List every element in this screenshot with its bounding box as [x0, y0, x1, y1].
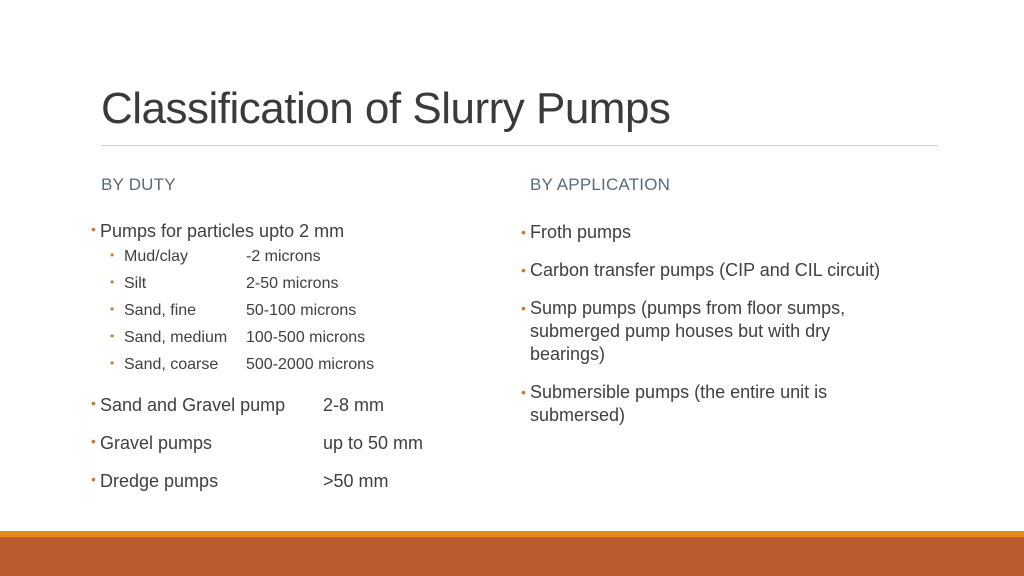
bullet-icon: •: [91, 395, 96, 411]
sub-item-size: 500-2000 microns: [246, 356, 375, 373]
duty-pump-item: [91, 395, 286, 416]
bullet-icon: •: [91, 433, 96, 449]
duty-sub-item: [110, 248, 189, 266]
title-divider: [101, 145, 938, 146]
duty-sub-item: [110, 275, 147, 293]
bullet-icon: •: [91, 471, 96, 487]
pump-name: Dredge pumps: [100, 471, 219, 491]
bullet-icon: •: [110, 329, 115, 343]
sub-item-name: Sand, fine: [124, 302, 197, 319]
column-heading-by-duty: BY DUTY: [101, 175, 176, 194]
sub-item-name: Sand, medium: [124, 329, 228, 346]
sub-item-name: Silt: [124, 275, 147, 292]
sub-item-size: -2 microns: [246, 248, 321, 265]
sub-item-size: 50-100 microns: [246, 302, 357, 319]
bullet-icon: •: [521, 300, 526, 316]
application-item: [521, 381, 900, 427]
application-item-text-line: bearings): [530, 344, 606, 364]
application-item-text-line: Submersible pumps (the entire unit is: [530, 382, 828, 402]
sub-item-size: 2-50 microns: [246, 275, 339, 292]
duty-pump-item: [91, 433, 213, 454]
footer-bar: [0, 537, 1024, 576]
application-item-text: Froth pumps: [530, 222, 632, 242]
application-item-text: Carbon transfer pumps (CIP and CIL circuit): [530, 260, 881, 280]
pump-name: Gravel pumps: [100, 433, 213, 453]
application-item-text-line: submerged pump houses but with dry: [530, 321, 831, 341]
bullet-icon: •: [521, 224, 526, 240]
application-item: [521, 259, 900, 282]
pump-name: Sand and Gravel pump: [100, 395, 286, 415]
application-item: [521, 221, 900, 244]
bullet-icon: •: [110, 248, 115, 262]
sub-item-size: 100-500 microns: [246, 329, 366, 346]
duty-main-item-text: Pumps for particles upto 2 mm: [100, 221, 345, 241]
duty-sub-item: [110, 329, 228, 347]
bullet-icon: •: [110, 356, 115, 370]
bullet-icon: •: [521, 384, 526, 400]
pump-size: >50 mm: [323, 471, 389, 491]
bullet-icon: •: [521, 262, 526, 278]
bullet-icon: •: [91, 221, 96, 237]
application-item-text-line: Sump pumps (pumps from floor sumps,: [530, 298, 846, 318]
duty-sub-item: [110, 356, 219, 374]
slide-title: Classification of Slurry Pumps: [101, 84, 671, 133]
sub-item-name: Mud/clay: [124, 248, 189, 265]
pump-size: 2-8 mm: [323, 395, 385, 415]
application-item: [521, 297, 900, 366]
duty-pump-item: [91, 471, 219, 492]
bullet-icon: •: [110, 302, 115, 316]
duty-main-item: [91, 221, 345, 242]
duty-sub-item: [110, 302, 197, 320]
column-heading-by-application: BY APPLICATION: [530, 175, 671, 194]
bullet-icon: •: [110, 275, 115, 289]
sub-item-name: Sand, coarse: [124, 356, 219, 373]
application-item-text-line: submersed): [530, 405, 626, 425]
pump-size: up to 50 mm: [323, 433, 424, 453]
